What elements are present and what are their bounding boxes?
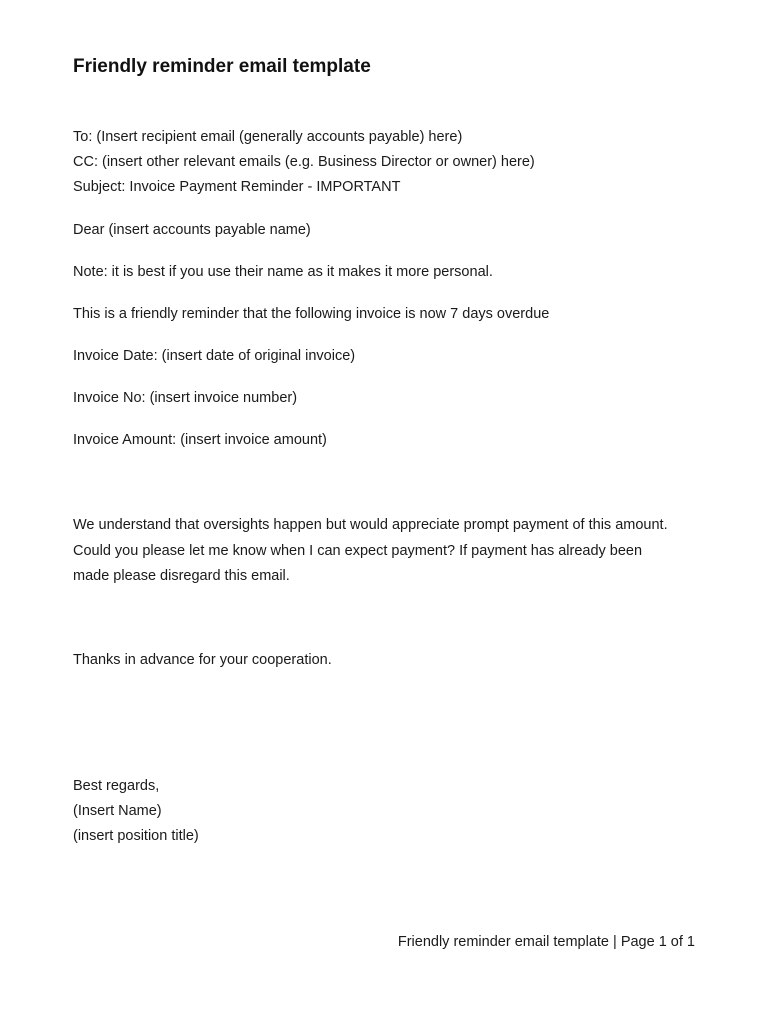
page-footer: Friendly reminder email template | Page 1 of 1 xyxy=(397,934,695,950)
invoice-amount: Invoice Amount: (insert invoice amount) xyxy=(73,432,327,448)
document-title: Friendly reminder email template xyxy=(73,56,371,77)
signer-name: (Insert Name) xyxy=(73,803,162,819)
note-text: Note: it is best if you use their name as it makes it more personal. xyxy=(73,264,493,280)
greeting: Dear (insert accounts payable name) xyxy=(73,222,311,238)
thanks-text: Thanks in advance for your cooperation. xyxy=(73,652,332,668)
subject-field: Subject: Invoice Payment Reminder - IMPORTANT xyxy=(73,179,401,195)
cc-field: CC: (insert other relevant emails (e.g. Business Director or owner) here) xyxy=(73,154,535,170)
invoice-date: Invoice Date: (insert date of original invoice) xyxy=(73,348,356,364)
to-field: To: (Insert recipient email (generally accounts payable) here) xyxy=(73,129,463,145)
invoice-number: Invoice No: (insert invoice number) xyxy=(73,390,298,406)
body-paragraph: We understand that oversights happen but would appreciate prompt payment of this amount. Could you please let me know when I can expect payment? If payment has already been made please disregard this email. xyxy=(73,517,668,584)
closing-text: Best regards, xyxy=(73,778,160,794)
intro-text: This is a friendly reminder that the following invoice is now 7 days overdue xyxy=(73,306,550,322)
signer-position: (insert position title) xyxy=(73,828,199,844)
